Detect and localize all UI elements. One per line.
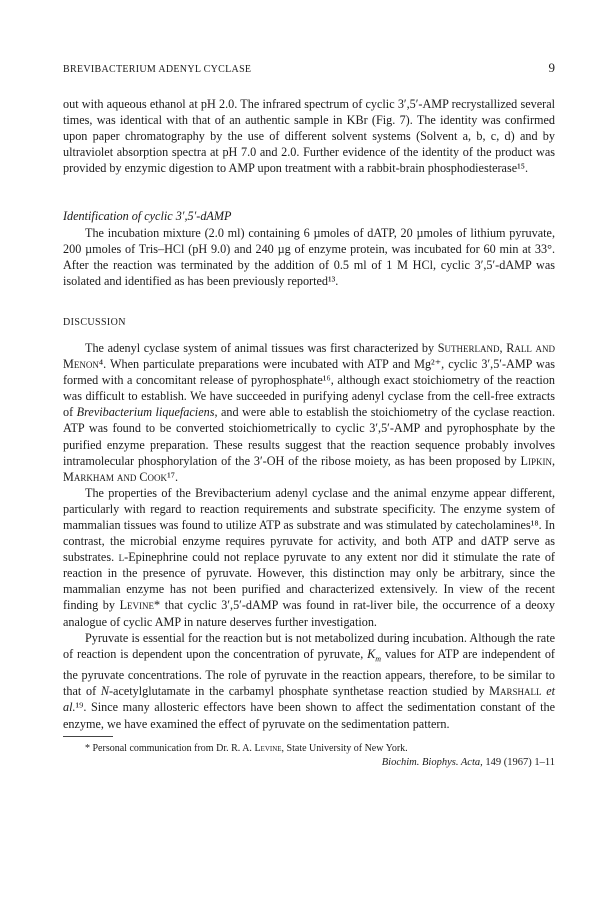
running-title: BREVIBACTERIUM ADENYL CYCLASE [63,64,252,75]
text-run: -acetylglutamate in the carbamyl phosphate synthetase reaction studied by [109,684,490,699]
author-names: Sutherland, Rall and Menon [63,340,555,372]
discussion-paragraph-2 [63,485,555,630]
footnote [63,742,555,755]
spacer [63,289,555,317]
km-symbol: K [367,646,376,661]
journal-details: 149 (1967) 1–11 [482,756,555,768]
text-run: ¹⁷. [167,469,179,484]
author-names: Levine [254,742,282,754]
body-paragraph-1: out with aqueous ethanol at pH 2.0. The infrared spectrum of cyclic 3′,5′-AMP recrystallized several times, was identical with that of an authentic sample in KBr (Fig. 7). The identity was confirmed upon paper chromatography by the use of different solvent systems (Solvent a, b, c, d) and by ultraviolet absorption spectra at pH 7.0 and 2.0. Further evidence of the identity of the product was provided by enzymic digestion to AMP upon treatment with a rabbit-brain phosphodiesterase¹⁵. [63,97,555,176]
discussion-paragraph-1 [63,340,555,485]
species-name: Brevibacterium liquefaciens [76,405,215,420]
km-subscript: m [375,654,382,664]
running-header [63,60,555,76]
text-run: ⁴. When particulate preparations were incubated with ATP and Mg²⁺, cyclic 3′,5′-AMP was formed with a concomitant release of pyrophosphate¹⁶, although exact stoichiometry of the reaction was difficult to establish. We have succeeded in purifying adenyl cyclase from the cell-free extracts of [63,357,555,420]
journal-name: Biochim. Biophys. Acta, [381,756,483,768]
footnote-rule [63,736,113,737]
identification-heading: Identification of cyclic 3′,5′-dAMP [63,209,232,224]
discussion-paragraph-3 [63,630,555,732]
text-run: , and were able to establish the stoichiometry of the cyclase reaction. ATP was found to be converted stoichiometrically to cyclic 3′,5′-AMP and pyrophosphate by the purified enzyme preparation. These results suggest that the reaction sequence probably involves intramolecular phosphorylation of the 3′-OH of the ribose moiety, as has been proposed by [63,405,555,468]
text-run: -Epinephrine could not replace pyruvate to any extent nor did it stimulate the rate of reaction in the presence of pyruvate. However, this distinction may only be arbitrary, since the mammalian enzyme has not been purified and characterized extensively. In view of the recent finding by [63,550,555,613]
text-run: ¹⁹. Since many allosteric effectors have been shown to affect the sedimentation constant of the enzyme, we have examined the effect of pyruvate on the sedimentation pattern. [63,700,555,731]
text-run: Pyruvate is essential for the reaction but is not metabolized during incubation. Although the rate of reaction is dependent upon the concentration of pyruvate, [63,630,555,661]
text-run: values for ATP are independent of the pyruvate concentrations. The role of pyruvate in the reaction appears, therefore, to be similar to that of [63,646,555,699]
stereo-prefix: l [118,550,125,565]
page [63,60,555,768]
text-run: The adenyl cyclase system of animal tissues was first characterized by [85,340,438,355]
text-run: * Personal communication from Dr. R. A. [85,742,255,754]
text-run: , State University of New York. [281,742,408,754]
page-number: 9 [548,60,555,75]
text-run: * that cyclic 3′,5′-dAMP was found in rat-liver bile, the occurrence of a deoxy analogue of cyclic AMP in nature deserves further investigation. [63,598,555,629]
discussion-heading: DISCUSSION [63,316,126,328]
spacer [63,176,555,208]
author-names: Levine [119,598,155,613]
author-names: Lipkin, Markham and Cook [63,453,555,484]
identification-paragraph: The incubation mixture (2.0 ml) containing 6 µmoles of dATP, 20 µmoles of lithium pyruvate, 200 µmoles of Tris–HCl (pH 9.0) and 240 µg of enzyme protein, was incubated for 60 min at 33°. After the reaction was terminated by the addition of 0.5 ml of 1 M HCl, cyclic 3′,5′-dAMP was isolated and identified as has been previously reported¹³. [63,225,555,288]
et-al: et al. [63,684,555,715]
text-run: The properties of the Brevibacterium adenyl cyclase and the animal enzyme appear different, particularly with regard to reaction requirements and substrate specificity. The enzyme system of mammalian tissues was found to utilize ATP as substrate and was stimulated by catecholamines¹⁸. In contrast, the microbial enzyme requires pyruvate for activity, and both ATP and dATP serve as substrates. [63,485,555,565]
author-names: Marshall [489,684,542,699]
italic-n: N [100,684,109,699]
journal-citation [63,757,555,768]
